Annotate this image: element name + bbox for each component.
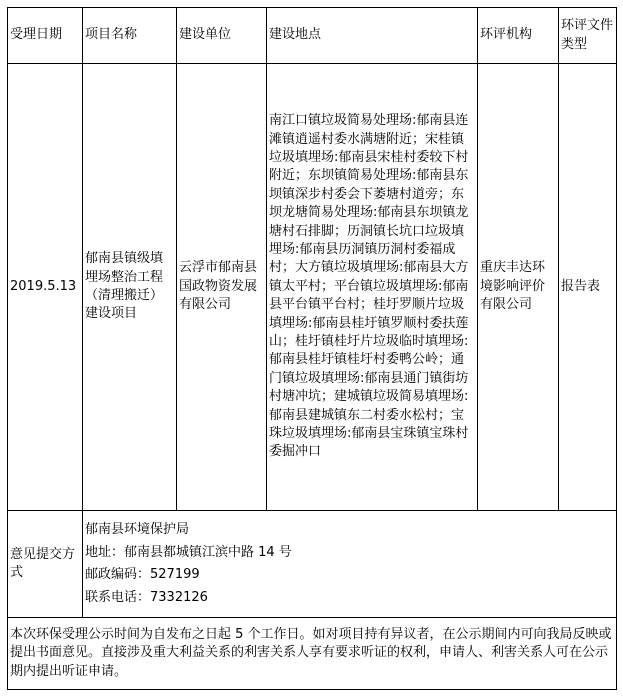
opinion-label: 意见提交方式 xyxy=(8,511,83,618)
header-date: 受理日期 xyxy=(8,8,83,64)
header-eia-agency: 环评机构 xyxy=(478,8,559,64)
header-builder: 建设单位 xyxy=(177,8,267,64)
opinion-row xyxy=(8,511,617,618)
header-location: 建设地点 xyxy=(267,8,478,64)
footer-notice-text: 本次环保受理公示时间为自发布之日起 5 个工作日。如对项目持有异议者，在公示期间内可向我局反映或提出书面意见。直接涉及重大利益关系的利害关系人享有要求听证的权利，申请人、利害关系人可在公示期内提出听证申请。 xyxy=(8,618,617,690)
opinion-postcode: 邮政编码：527199 xyxy=(85,567,200,582)
cell-doc-type: 报告表 xyxy=(559,64,617,511)
header-doc-type: 环评文件类型 xyxy=(559,8,617,64)
notice-table xyxy=(7,7,617,690)
cell-project: 郁南县镇级填埋场整治工程（清理搬迁）建设项目 xyxy=(83,64,177,511)
header-row xyxy=(8,8,617,64)
opinion-org: 郁南县环境保护局 xyxy=(85,522,190,537)
cell-builder: 云浮市郁南县国政物资发展有限公司 xyxy=(177,64,267,511)
opinion-phone: 联系电话：7332126 xyxy=(85,589,208,605)
header-project: 项目名称 xyxy=(83,8,177,64)
opinion-address: 地址：郁南县都城镇江滨中路 14 号 xyxy=(85,544,292,560)
opinion-details xyxy=(83,511,617,618)
project-row xyxy=(8,64,617,511)
cell-location: 南江口镇垃圾简易处理场:郁南县连滩镇逍遥村委水满塘附近；宋桂镇垃圾填埋场:郁南县宋桂村委较下村附近；东坝镇简易处理场:郁南县东坝镇深步村委会下萎塘村道旁；东坝龙塘简易处理场:郁南县东坝镇龙塘村石排脚；历洞镇长坑口垃圾填埋场:郁南县历洞镇历洞村委福成村；大方镇垃圾填埋场:郁南县大方镇太平村；平台镇垃圾填埋场:郁南县平台镇平台村；桂圩罗顺片垃圾填埋场:郁南县桂圩镇罗顺村委扶莲山；桂圩镇桂圩片垃圾临时填埋场:郁南县桂圩镇桂圩村委鸭公岭；通门镇垃圾填埋场:郁南县通门镇街坊村塘冲坑；建城镇垃圾简易填埋场:郁南县建城镇东二村委水松村；宝珠垃圾填埋场:郁南县宝珠镇宝珠村委掘冲口 xyxy=(267,64,478,511)
cell-eia-agency: 重庆丰达环境影响评价有限公司 xyxy=(478,64,559,511)
footer-row xyxy=(8,618,617,690)
cell-date: 2019.5.13 xyxy=(8,64,83,511)
